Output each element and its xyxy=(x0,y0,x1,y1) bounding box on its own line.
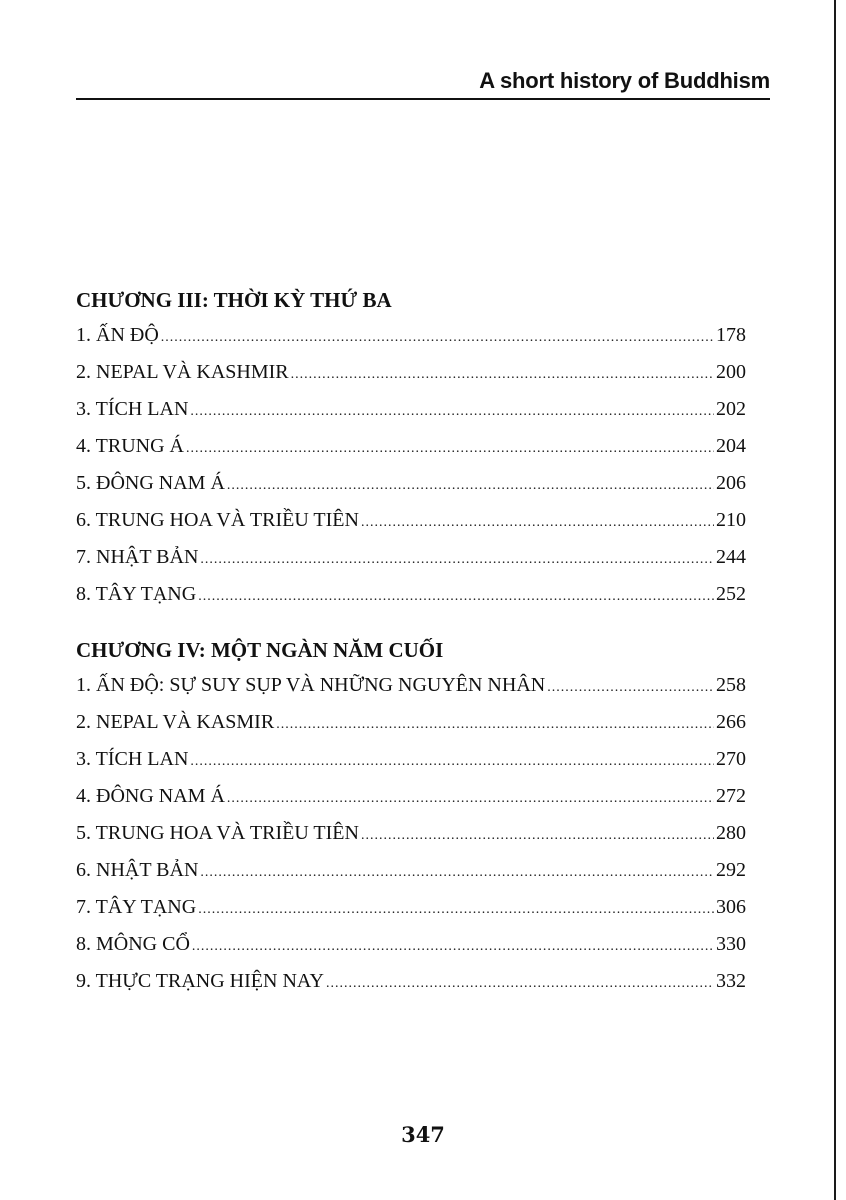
toc-entry-page: 244 xyxy=(716,546,746,568)
toc-entry-page: 330 xyxy=(716,933,746,955)
toc-entry-label: 7. TÂY TẠNG xyxy=(76,896,197,918)
toc-entry xyxy=(76,576,746,613)
toc-entry xyxy=(76,852,746,889)
toc-entry-label: 1. ẤN ĐỘ xyxy=(76,324,159,346)
toc-entry xyxy=(76,502,746,539)
dot-leader xyxy=(227,467,714,504)
toc-entry-page: 200 xyxy=(716,361,746,383)
dot-leader xyxy=(161,319,714,356)
chapter-title: CHƯƠNG IV: MỘT NGÀN NĂM CUỐI xyxy=(76,638,444,662)
toc-entry xyxy=(76,391,746,428)
toc-entry-label: 5. TRUNG HOA VÀ TRIỀU TIÊN xyxy=(76,822,359,844)
toc-entry xyxy=(76,926,746,963)
dot-leader xyxy=(361,504,714,541)
toc-entry-page: 258 xyxy=(716,674,746,696)
toc-entry-page: 266 xyxy=(716,711,746,733)
toc-entry-page: 252 xyxy=(716,583,746,605)
dot-leader xyxy=(186,430,714,467)
page-number: 347 xyxy=(401,1122,445,1147)
toc-entry-label: 8. MÔNG CỔ xyxy=(76,933,190,955)
dot-leader xyxy=(276,706,714,743)
dot-leader xyxy=(200,541,714,578)
toc-entry xyxy=(76,667,746,704)
toc-entry xyxy=(76,889,746,926)
toc-entry-label: 7. NHẬT BẢN xyxy=(76,546,199,568)
chapter-title: CHƯƠNG III: THỜI KỲ THỨ BA xyxy=(76,288,392,312)
chapter-section-3 xyxy=(76,283,746,613)
toc-entry xyxy=(76,539,746,576)
toc-entry-label: 3. TÍCH LAN xyxy=(76,398,189,420)
toc-entry-label: 2. NEPAL VÀ KASHMIR xyxy=(76,361,289,383)
toc-entry xyxy=(76,963,746,1000)
dot-leader xyxy=(190,393,714,430)
dot-leader xyxy=(361,817,714,854)
dot-leader xyxy=(198,578,714,615)
toc-entry-label: 6. NHẬT BẢN xyxy=(76,859,199,881)
toc-entry-page: 306 xyxy=(716,896,746,918)
toc-list xyxy=(76,667,746,1000)
toc-entry-label: 2. NEPAL VÀ KASMIR xyxy=(76,711,275,733)
toc-entry-page: 272 xyxy=(716,785,746,807)
toc-entry-label: 4. ĐÔNG NAM Á xyxy=(76,785,225,807)
dot-leader xyxy=(190,743,714,780)
toc-entry-page: 292 xyxy=(716,859,746,881)
toc-entry-label: 1. ẤN ĐỘ: SỰ SUY SỤP VÀ NHỮNG NGUYÊN NHÂN xyxy=(76,674,546,696)
toc-entry-label: 8. TÂY TẠNG xyxy=(76,583,197,605)
dot-leader xyxy=(227,780,714,817)
book-title: A short history of Buddhism xyxy=(479,68,770,93)
dot-leader xyxy=(291,356,714,393)
toc-entry-label: 3. TÍCH LAN xyxy=(76,748,189,770)
toc-entry-label: 6. TRUNG HOA VÀ TRIỀU TIÊN xyxy=(76,509,359,531)
toc-entry xyxy=(76,428,746,465)
running-header xyxy=(76,64,770,100)
toc-entry xyxy=(76,741,746,778)
toc-list xyxy=(76,317,746,613)
toc-entry-label: 9. THỰC TRẠNG HIỆN NAY xyxy=(76,970,324,992)
toc-entry-label: 5. ĐÔNG NAM Á xyxy=(76,472,225,494)
toc-entry xyxy=(76,778,746,815)
toc-entry-page: 270 xyxy=(716,748,746,770)
toc-entry-page: 332 xyxy=(716,970,746,992)
toc-entry-page: 210 xyxy=(716,509,746,531)
dot-leader xyxy=(547,669,714,706)
dot-leader xyxy=(326,965,714,1002)
toc-entry xyxy=(76,354,746,391)
toc-entry-page: 206 xyxy=(716,472,746,494)
dot-leader xyxy=(198,891,714,928)
toc-entry xyxy=(76,317,746,354)
toc-entry-page: 178 xyxy=(716,324,746,346)
toc-entry-page: 204 xyxy=(716,435,746,457)
dot-leader xyxy=(192,928,714,965)
toc-entry xyxy=(76,465,746,502)
toc-entry-page: 280 xyxy=(716,822,746,844)
dot-leader xyxy=(200,854,714,891)
toc-entry-page: 202 xyxy=(716,398,746,420)
toc-entry xyxy=(76,704,746,741)
page-edge-line xyxy=(834,0,836,1200)
toc-entry-label: 4. TRUNG Á xyxy=(76,435,184,457)
chapter-section-4 xyxy=(76,633,746,1000)
toc-entry xyxy=(76,815,746,852)
